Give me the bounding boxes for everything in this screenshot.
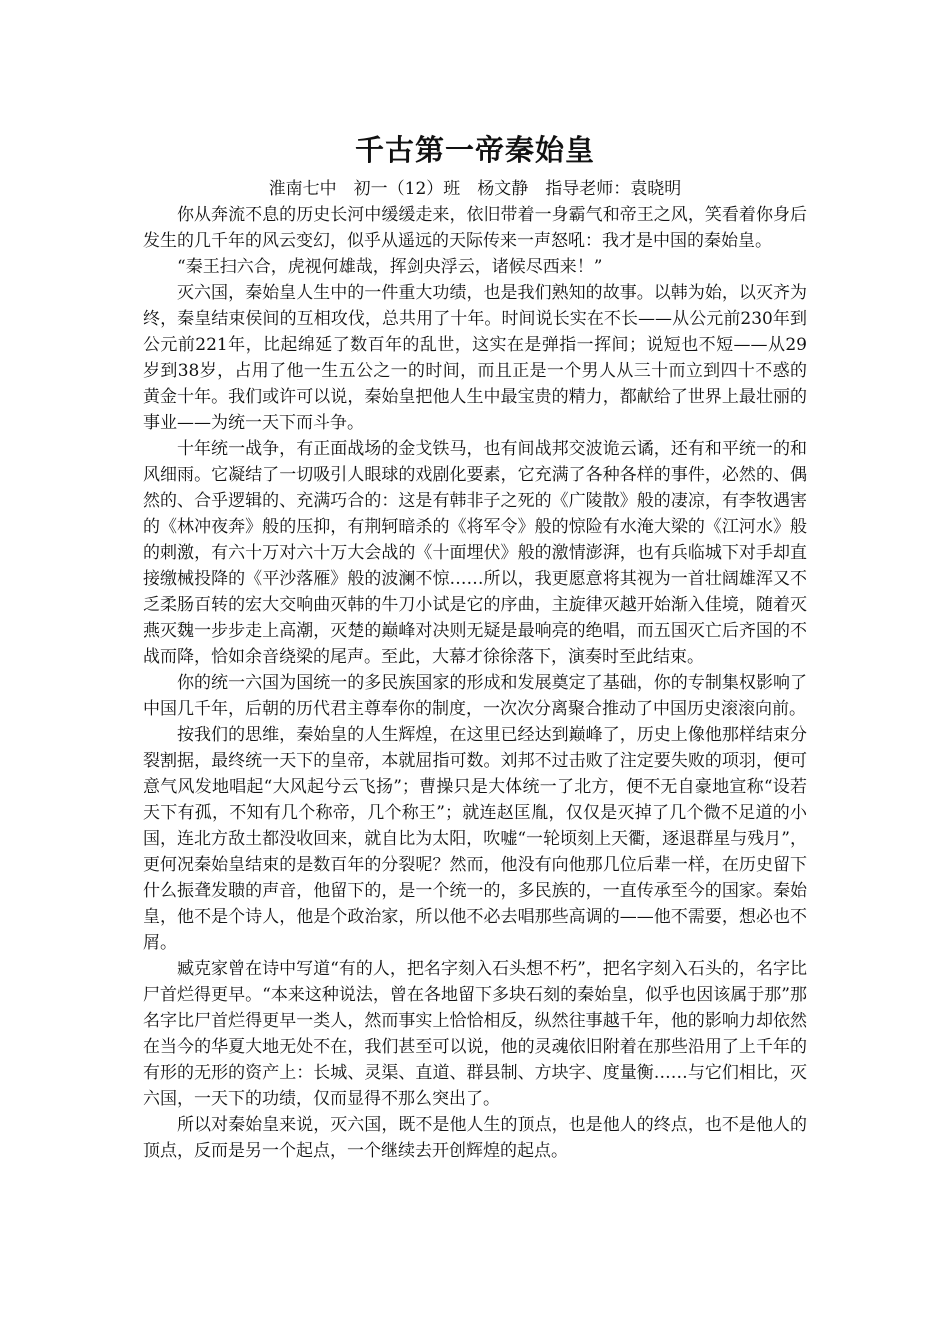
paragraph-4: 十年统一战争，有正面战场的金戈铁马，也有间战邦交波诡云谲，还有和平统一的和风细雨。它凝结了一切吸引人眼球的戏剧化要素，它充满了各种各样的事件，必然的、偶然的、合乎逻辑的、充满巧合的：这是有韩非子之死的《广陵散》般的凄凉，有李牧遇害的《林冲夜奔》般的压抑，有荆轲暗杀的《将军令》般的惊险有水淹大梁的《江河水》般的刺激，有六十万对六十万大会战的《十面埋伏》般的激情澎湃，也有兵临城下对手却直接缴械投降的《平沙落雁》般的波澜不惊……所以，我更愿意将其视为一首壮阔雄浑又不乏柔肠百转的宏大交响曲灭韩的牛刀小试是它的序曲，主旋律灭越开始渐入佳境，随着灭燕灭魏一步步走上高潮，灭楚的巅峰对决则无疑是最响亮的绝唱，而五国灭亡后齐国的不战而降，恰如余音绕梁的尾声。至此，大幕才徐徐落下，演奏时至此结束。 — [143, 439, 807, 667]
paragraph-7: 臧克家曾在诗中写道“有的人，把名字刻入石头想不朽”，把名字刻入石头的，名字比尸首烂得更早。“本来这种说法，曾在各地留下多块石刻的秦始皇，似乎也因该属于那”那名字比尸首烂得更早一类人，然而事实上恰恰相反，纵然往事越千年，他的影响力却依然在当今的华夏大地无处不在，我们甚至可以说，他的灵魂依旧附着在那些沿用了上千年的有形的无形的资产上：长城、灵渠、直道、群县制、方块字、度量衡……与它们相比，灭六国，一天下的功绩，仅而显得不那么突出了。 — [143, 959, 807, 1109]
paragraph-1: 你从奔流不息的历史长河中缓缓走来，依旧带着一身霸气和帝王之风，笑看着你身后发生的几千年的风云变幻，似乎从遥远的天际传来一声怒吼：我才是中国的秦始皇。 — [143, 205, 807, 251]
paragraph-6: 按我们的思维，秦始皇的人生辉煌，在这里已经达到巅峰了，历史上像他那样结束分裂割据，最终统一天下的皇帝，本就屈指可数。刘邦不过击败了注定要失败的项羽，便可意气风发地唱起“大风起兮云飞扬”；曹操只是大体统一了北方，便不无自豪地宣称“设若天下有孤，不知有几个称帝，几个称王”；就连赵匡胤，仅仅是灭掉了几个微不足道的小国，连北方敌土都没收回来，就自比为太阳，吹嘘“一轮顷刻上天衢，逐退群星与残月”，更何况秦始皇结束的是数百年的分裂呢？然而，他没有向他那几位后辈一样，在历史留下什么振聋发聩的声音，他留下的，是一个统一的，多民族的，一直传承至今的国家。秦始皇，他不是个诗人，他是个政治家，所以他不必去唱那些高调的——他不需要，想必也不屑。 — [143, 725, 807, 953]
paragraph-5: 你的统一六国为国统一的多民族国家的形成和发展奠定了基础，你的专制集权影响了中国几千年，后朝的历代君主尊奉你的制度，一次次分离聚合推动了中国历史滚滚向前。 — [143, 673, 807, 719]
paragraph-8: 所以对秦始皇来说，灭六国，既不是他人生的顶点，也是他人的终点，也不是他人的顶点，反而是另一个起点，一个继续去开创辉煌的起点。 — [143, 1115, 807, 1161]
document-title: 千古第一帝秦始皇 — [354, 133, 595, 167]
author-byline: 淮南七中 初一（12）班 杨文静 指导老师：袁晓明 — [268, 179, 682, 199]
paragraph-2: “秦王扫六合，虎视何雄哉，挥剑央浮云，诸候尽西来！” — [177, 257, 603, 277]
paragraph-3: 灭六国，秦始皇人生中的一件重大功绩，也是我们熟知的故事。以韩为始，以灭齐为终，秦皇结束侯间的互相攻伐，总共用了十年。时间说长实在不长——从公元前230年到公元前221年，比起绵延了数百年的乱世，这实在是弹指一挥间；说短也不短——从29岁到38岁，占用了他一生五公之一的时间，而且正是一个男人从三十而立到四十不惑的黄金十年。我们或许可以说，秦始皇把他人生中最宝贵的精力，都献给了世界上最壮丽的事业——为统一天下而斗争。 — [143, 283, 807, 433]
